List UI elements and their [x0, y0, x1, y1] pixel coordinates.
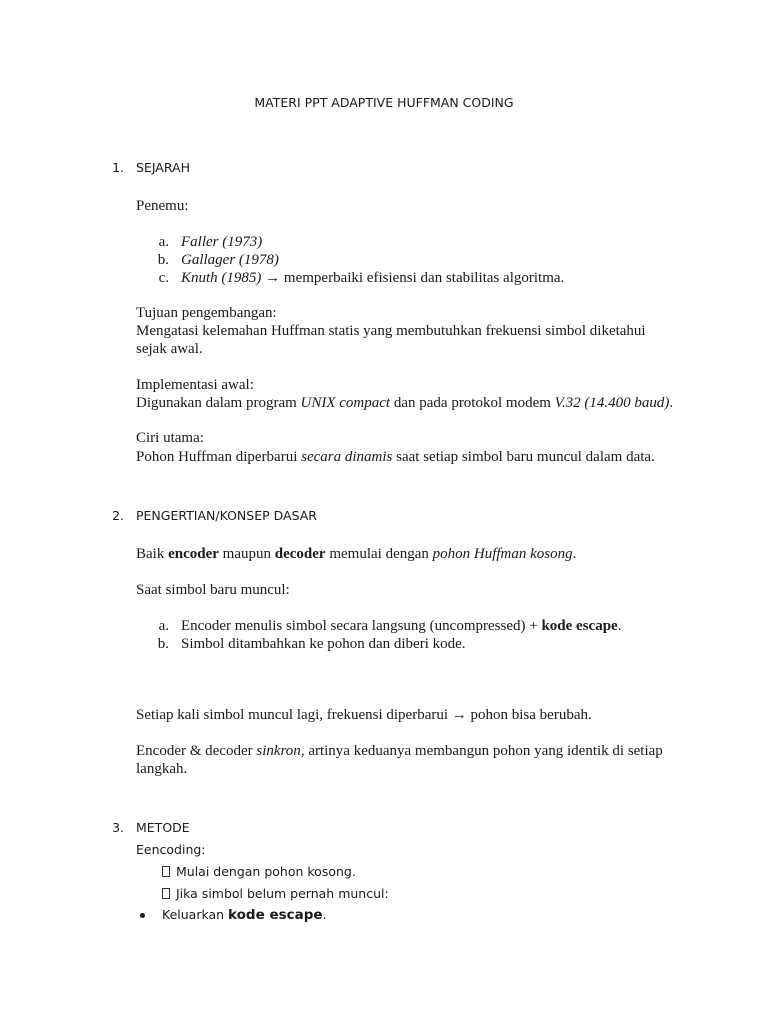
- inventor-knuth: Knuth (1985) → memperbaiki efisiensi dan stabilitas algoritma.: [181, 270, 565, 286]
- tujuan-text-line2: sejak awal.: [136, 341, 203, 357]
- metode-bullet-item: Keluarkan kode escape.: [162, 907, 327, 923]
- list-item-simbol: Simbol ditambahkan ke pohon dan diberi kode.: [181, 636, 466, 652]
- section-3-heading: METODE: [136, 820, 190, 835]
- list-item-letter: b.: [157, 252, 169, 268]
- ciri-text: Pohon Huffman diperbarui secara dinamis saat setiap simbol baru muncul dalam data.: [136, 449, 655, 465]
- list-item-letter: c.: [158, 270, 169, 286]
- missing-glyph-icon: [162, 888, 170, 899]
- tujuan-text-line1: Mengatasi kelemahan Huffman statis yang membutuhkan frekuensi simbol diketahui: [136, 323, 646, 339]
- list-item-letter: b.: [157, 636, 169, 652]
- metode-item-1: Mulai dengan pohon kosong.: [162, 864, 356, 879]
- arrow-icon: →: [451, 707, 467, 723]
- section-2-number: 2.: [112, 508, 124, 523]
- implementasi-text: Digunakan dalam program UNIX compact dan pada protokol modem V.32 (14.400 baud).: [136, 395, 674, 411]
- list-item-encoder: Encoder menulis simbol secara langsung (uncompressed) + kode escape.: [181, 618, 622, 634]
- section-3-number: 3.: [112, 820, 124, 835]
- encoding-subheading: Eencoding:: [136, 842, 206, 857]
- konsep-paragraph-2: Saat simbol baru muncul:: [136, 582, 290, 598]
- tujuan-label: Tujuan pengembangan:: [136, 305, 277, 321]
- metode-item-2: Jika simbol belum pernah muncul:: [162, 886, 389, 901]
- ciri-label: Ciri utama:: [136, 430, 204, 446]
- inventor-gallager: Gallager (1978): [181, 252, 279, 268]
- implementasi-label: Implementasi awal:: [136, 377, 254, 393]
- document-title: MATERI PPT ADAPTIVE HUFFMAN CODING: [254, 95, 514, 110]
- section-1-heading: SEJARAH: [136, 160, 190, 175]
- section-1-number: 1.: [112, 160, 124, 175]
- konsep-paragraph-4-line1: Encoder & decoder sinkron, artinya keduanya membangun pohon yang identik di setiap: [136, 743, 663, 759]
- bullet-icon: [140, 913, 145, 918]
- section-2-heading: PENGERTIAN/KONSEP DASAR: [136, 508, 317, 523]
- konsep-paragraph-3: Setiap kali simbol muncul lagi, frekuensi diperbarui → pohon bisa berubah.: [136, 707, 592, 723]
- list-item-letter: a.: [158, 234, 169, 250]
- penemu-label: Penemu:: [136, 198, 189, 214]
- list-item-letter: a.: [158, 618, 169, 634]
- konsep-paragraph-4-line2: langkah.: [136, 761, 188, 777]
- missing-glyph-icon: [162, 866, 170, 877]
- arrow-icon: →: [265, 270, 281, 286]
- konsep-paragraph-1: Baik encoder maupun decoder memulai dengan pohon Huffman kosong.: [136, 546, 577, 562]
- inventor-faller: Faller (1973): [181, 234, 263, 250]
